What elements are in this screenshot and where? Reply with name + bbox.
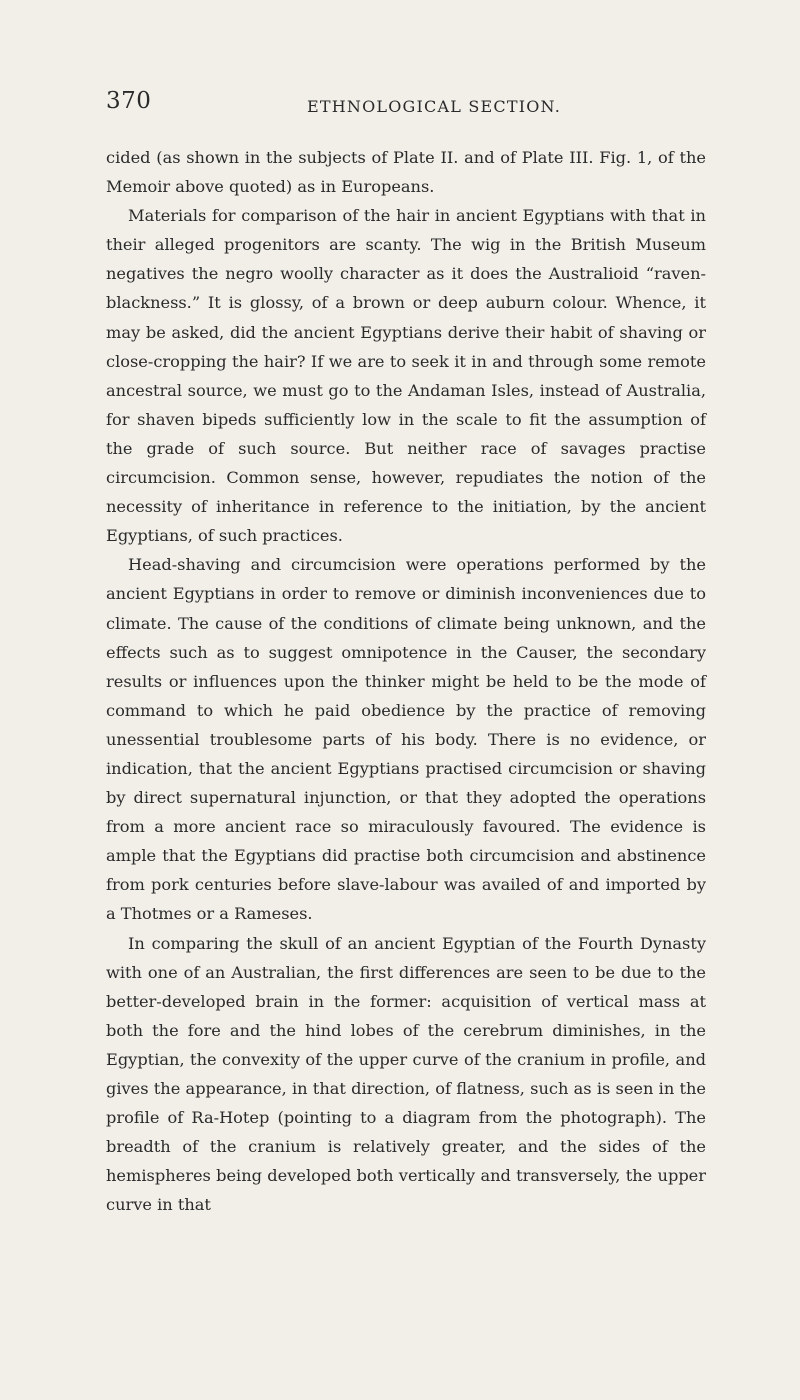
paragraph: Materials for comparison of the hair in ancient Egyptians with that in their alleged progenitors are scanty. The wig in the British Museum negatives the negro woolly character as it does the Australioid “raven-blackness.” It is glossy, of a brown or deep auburn colour. Whence, it may be asked, did the ancient Egyptians derive their habit of shaving or close-cropping the hair? If we are to seek it in and through some remote ancestral source, we must go to the Andaman Isles, instead of Australia, for shaven bipeds sufficiently low in the scale to fit the assumption of the grade of such source. But neither race of savages practise circumcision. Common sense, however, repudiates the notion of the necessity of inheritance in reference to the initiation, by the ancient Egyptians, of such practices.: [106, 206, 706, 546]
page-header: [106, 88, 706, 124]
running-head: ETHNOLOGICAL SECTION.: [306, 97, 562, 116]
page-number: 370: [106, 88, 152, 114]
body-text: [106, 143, 706, 1219]
paragraph: Head-shaving and circumcision were operations performed by the ancient Egyptians in order to remove or diminish inconveniences due to climate. The cause of the conditions of climate being unknown, and the effects such as to suggest omnipotence in the Causer, the secondary results or influences upon the thinker might be held to be the mode of command to which he paid obedience by the practice of removing unessential troublesome parts of his body. There is no evidence, or indication, that the ancient Egyptians practised circumcision or shaving by direct supernatural injunction, or that they adopted the operations from a more ancient race so miraculously favoured. The evidence is ample that the Egyptians did practise both circumcision and abstinence from pork centuries before slave-labour was availed of and imported by a Thotmes or a Rameses.: [106, 555, 706, 924]
paragraph: In comparing the skull of an ancient Egyptian of the Fourth Dynasty with one of an Australian, the first differences are seen to be due to the better-developed brain in the former: acquisition of vertical mass at both the fore and the hind lobes of the cerebrum diminishes, in the Egyptian, the convexity of the upper curve of the cranium in profile, and gives the appearance, in that direction, of flatness, such as is seen in the profile of Ra-Hotep (pointing to a diagram from the photograph). The breadth of the cranium is relatively greater, and the sides of the hemispheres being developed both vertically and transversely, the upper curve in that: [106, 933, 706, 1215]
paragraph: cided (as shown in the subjects of Plate II. and of Plate III. Fig. 1, of the Memoir above quoted) as in Europeans.: [106, 148, 706, 197]
